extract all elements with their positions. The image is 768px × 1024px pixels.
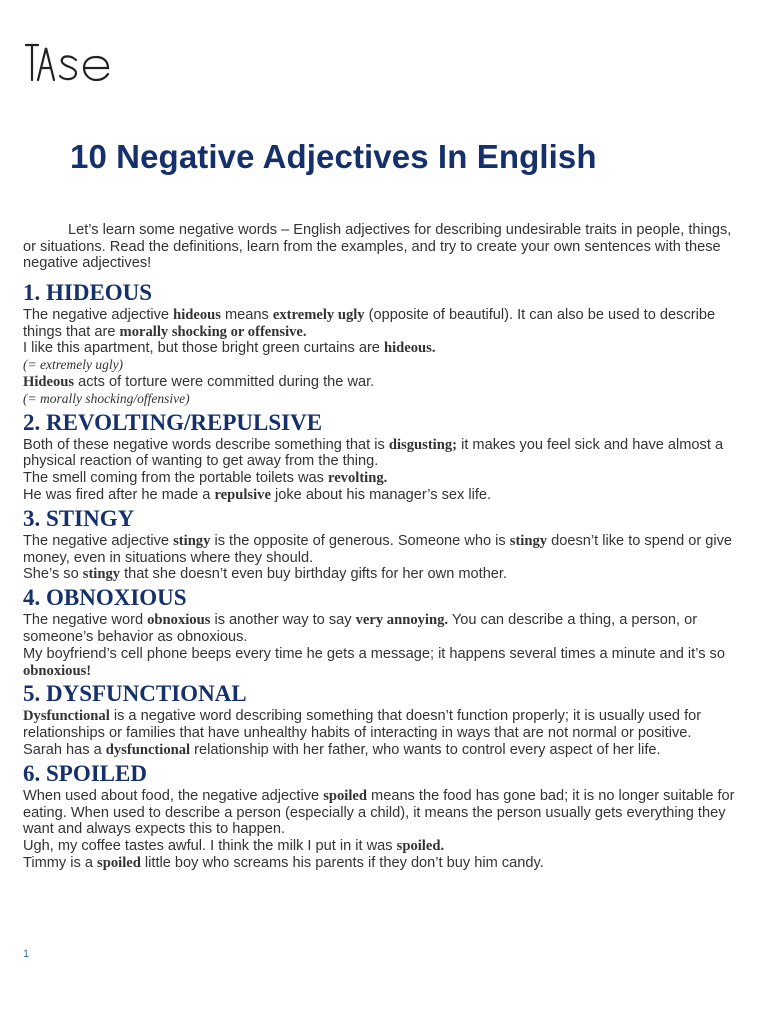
text-run: joke about his manager’s sex life.	[270, 486, 492, 503]
adjective-section	[23, 679, 745, 758]
emphasis-text: disgusting;	[388, 436, 458, 453]
text-run: little boy who screams his parents if they don’t buy him candy.	[140, 854, 544, 871]
text-run: means	[220, 306, 273, 323]
emphasis-text: very annoying.	[355, 612, 449, 629]
text-run: When used about food, the negative adjective	[23, 787, 324, 804]
text-run: The smell coming from the portable toilets was	[23, 470, 328, 487]
emphasis-text: Dysfunctional	[23, 708, 110, 725]
text-run: The negative adjective	[23, 532, 174, 549]
emphasis-text: spoiled.	[396, 838, 445, 855]
adjective-section	[23, 408, 745, 504]
section-heading: 4. OBNOXIOUS	[23, 585, 187, 611]
text-run: He was fired after he made a	[23, 486, 215, 503]
logo-mark-icon	[24, 40, 116, 84]
text-run: it makes you feel sick and have almost a physical reaction of wanting to get away from the thing.	[23, 436, 724, 470]
text-run: that she doesn’t even buy birthday gifts for her own mother.	[120, 566, 508, 583]
text-line	[23, 533, 745, 567]
emphasis-text: hideous.	[383, 340, 436, 357]
section-heading: 1. HIDEOUS	[23, 279, 153, 305]
section-heading: 2. REVOLTING/REPULSIVE	[23, 409, 323, 435]
text-run: My boyfriend’s cell phone beeps every time he gets a message; it happens several times a minute and it’s so	[23, 645, 725, 662]
text-line	[23, 566, 745, 583]
section-heading: 6. SPOILED	[23, 760, 147, 786]
text-line	[23, 742, 745, 759]
emphasis-text: spoiled	[97, 854, 141, 871]
emphasis-text: morally shocking or offensive.	[119, 323, 307, 340]
text-run: You can describe a thing, a person, or someone’s behavior as obnoxious.	[23, 612, 698, 645]
text-run: is another way to say	[210, 612, 356, 629]
text-run: (opposite of beautiful). It can also be used to describe things that are	[23, 306, 716, 340]
page-number: 1	[23, 948, 30, 960]
intro-paragraph: Let’s learn some negative words – English adjectives for describing undesirable traits in people, things, or situations. Read the definitions, learn from the examples, and try to create your own sentences with these negative adjectives!	[23, 222, 732, 272]
text-line	[23, 788, 745, 838]
article-body	[23, 222, 745, 872]
text-run: is a negative word describing something that doesn’t function properly; it is usually used for relationships or families that have unhealthy habits of interacting in ways that are not normal or positive.	[23, 708, 702, 742]
text-line	[23, 470, 745, 487]
example-note	[23, 391, 745, 408]
text-run: Timmy is a	[23, 854, 98, 871]
text-run: The negative word	[23, 612, 148, 629]
text-line	[23, 855, 745, 872]
site-logo	[24, 40, 116, 89]
text-run: (= morally shocking/offensive)	[23, 390, 190, 406]
text-run: doesn’t like to spend or give money, even in situations where they should.	[23, 532, 733, 566]
text-line	[23, 708, 745, 742]
emphasis-text: repulsive	[214, 486, 271, 503]
text-line	[23, 340, 745, 357]
emphasis-text: revolting.	[327, 470, 388, 487]
emphasis-text: dysfunctional	[105, 741, 191, 758]
emphasis-text: stingy	[509, 532, 548, 549]
adjective-section	[23, 278, 745, 408]
emphasis-text: obnoxious!	[23, 662, 92, 679]
adjective-section	[23, 504, 745, 583]
adjective-section	[23, 583, 745, 679]
text-line	[23, 612, 745, 646]
emphasis-text: spoiled	[323, 787, 367, 804]
section-heading: 3. STINGY	[23, 505, 135, 531]
text-run: acts of torture were committed during the war.	[74, 373, 375, 390]
text-run: Sarah has a	[23, 741, 106, 758]
section-heading: 5. DYSFUNCTIONAL	[23, 681, 247, 707]
text-run: Ugh, my coffee tastes awful. I think the milk I put in it was	[23, 838, 397, 855]
emphasis-text: obnoxious	[147, 612, 211, 629]
text-run: I like this apartment, but those bright green curtains are	[23, 340, 384, 357]
text-line	[23, 646, 745, 680]
text-run: relationship with her father, who wants to control every aspect of her life.	[190, 741, 661, 758]
text-run: (= extremely ugly)	[23, 357, 124, 373]
text-run: She’s so	[23, 566, 83, 583]
text-line	[23, 487, 745, 504]
emphasis-text: Hideous	[23, 373, 75, 390]
text-line	[23, 307, 745, 341]
text-run: is the opposite of generous. Someone who is	[210, 532, 510, 549]
text-line	[23, 374, 745, 391]
page-title: 10 Negative Adjectives In English	[70, 138, 597, 175]
emphasis-text: stingy	[82, 566, 121, 583]
example-note	[23, 357, 745, 374]
text-run: Both of these negative words describe something that is	[23, 436, 389, 453]
adjective-section	[23, 759, 745, 872]
emphasis-text: stingy	[173, 532, 211, 549]
text-run: The negative adjective	[23, 306, 174, 323]
emphasis-text: hideous	[173, 306, 221, 323]
emphasis-text: extremely ugly	[272, 306, 365, 323]
adjective-sections	[23, 278, 745, 872]
text-run: means the food has gone bad; it is no longer suitable for eating. When used to describe a person (especially a child), it means the person usually gets everything they want and always expects this to happen.	[23, 787, 735, 838]
text-line	[23, 437, 745, 471]
text-line	[23, 838, 745, 855]
